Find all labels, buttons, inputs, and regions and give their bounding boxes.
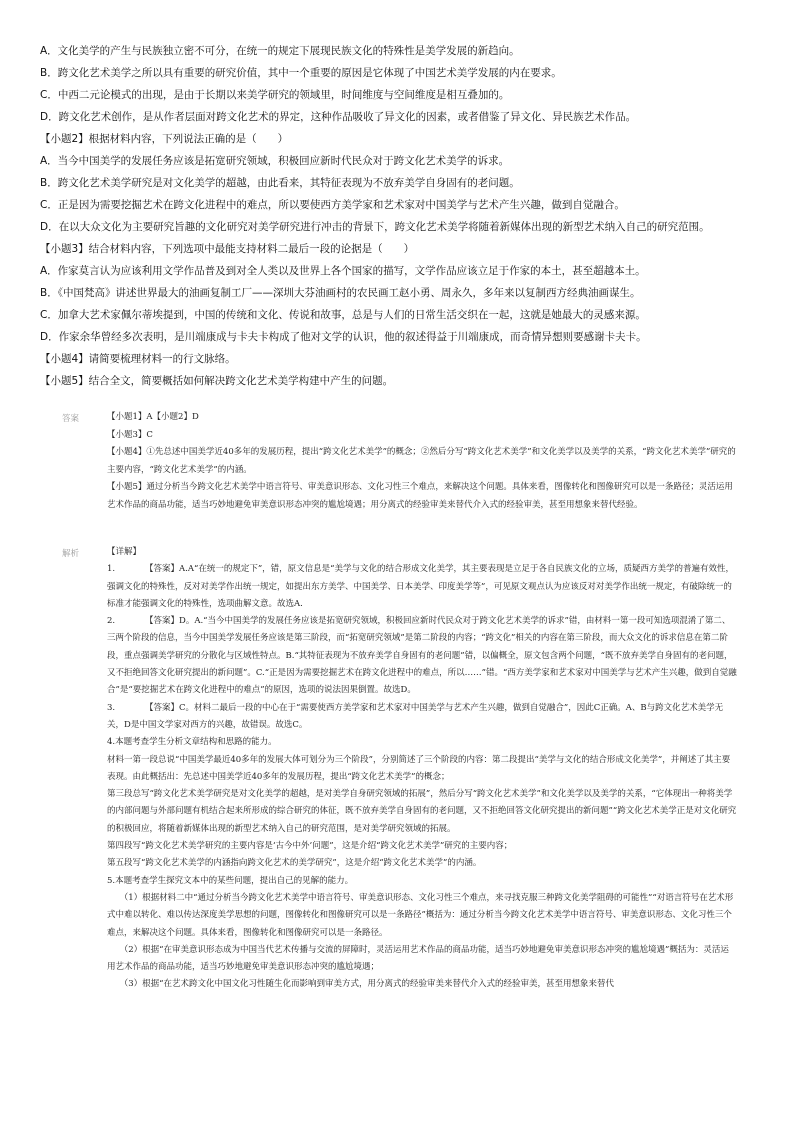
explanation-header: 【详解】 (107, 547, 142, 557)
q2-option-b: B．跨文化艺术美学研究是对文化美学的超越，由此看来，其特征表现为不放弃美学自身固有的老问题。 (40, 177, 520, 189)
item-number: 2. (107, 616, 116, 627)
p5-line: （3）根据“在艺术跨文化中国文化习性随生化而影响到审美方式，用分离式的经验审美来替代介入式的经验审美，甚至用想象来替代 (119, 979, 615, 990)
p4-line: 第三段总写“跨文化艺术美学研究是对文化美学的超越，是对美学自身研究领域的拓展”，然后分写“跨文化艺术美学”和文化美学以及美学的关系，“它体现出一种将美学的内部问题与外部问题有机结合起来所形成的综合研究的体征，既不放弃美学自身固有的老问题，又不拒绝回答文化研究提出的新问题”“跨文化艺术美学正是对文化研究的积极回应，将随着新媒体出现的新型艺术纳入自己的研究范围，是对美学研究领域的拓展。 (107, 789, 737, 834)
item-text: 【答案】A.A“在统一的规定下”，错，原文信息是“美学与文化的结合形成文化美学，其主要表现是立足于各自民族文化的立场，质疑西方美学的普遍有效性，强调文化的特殊性，反对对美学作出统一规定，如提出东方美学、中国美学、日本美学、印度美学等”，可见原文观点认为应该反对对美学作出统一规定，有破除统一的标准才能强调文化的特殊性，选项曲解文意。故选A. (107, 564, 735, 609)
question-block (40, 40, 752, 392)
item-number: 3. (107, 702, 116, 713)
answer-line: 【小题4】①先总述中国美学近40多年的发展历程，提出“跨文化艺术美学”的概念；②然后分写“跨文化艺术美学”和文化美学以及美学的关系，“跨文化艺术美学”研究的主要内容，“跨文化艺术美学”的内涵。 (107, 447, 736, 475)
p5-line: （1）根据材料二中“通过分析当今跨文化艺术美学中语言符号、审美意识形态、文化习性三个难点，来寻找克服三种跨文化美学阻碍的可能性”“对语言符号在艺术形式中难以转化、难以传达深度美学思想的问题，图像转化和图像研究可以是一条路径”概括为：通过分析当今跨文化艺术美学中语言符号、审美意识形态、文化习性三个难点，来解决这个问题。具体来看，图像转化和图像研究可以是一条路径。 (107, 892, 734, 938)
p4-line: 第五段写“跨文化艺术美学的内涵指向跨文化艺术的美学研究”，这是介绍“跨文化艺术美学”的内涵。 (107, 858, 482, 869)
p4-line: 材料一第一段总说“中国美学最近40多年的发展大体可划分为三个阶段”，分别简述了三个阶段的内容：第二段提出“美学与文化的结合形成文化美学”，并阐述了其主要表现。由此概括出：先总述中国美学近40多年的发展历程，提出“跨文化艺术美学”的概念； (107, 754, 731, 782)
answer-line: 【小题1】A【小题2】D (107, 412, 199, 422)
q2-option-a: A．当今中国美学的发展任务应该是拓宽研究领域，积极回应新时代民众对于跨文化艺术美学的诉求。 (40, 155, 510, 167)
answer-label: 答案 (62, 414, 80, 424)
answer-line: 【小题3】C (107, 429, 153, 440)
item-number: 1. (107, 564, 116, 575)
p5-title: 5.本题考查学生探究文本中的某些问题，提出自己的见解的能力。 (107, 875, 354, 886)
item-text: 【答案】C。材料二最后一段的中心在于“需要使西方美学家和艺术家对中国美学与艺术产生兴趣，做到自觉融合”，因此C正确。A、B与跨文化艺术美学无关，D是中国文学家对西方的兴趣，故错误。故选C。 (107, 702, 724, 730)
q3-option-c: C．加拿大艺术家佩尔蒂埃提到，中国的传统和文化、传说和故事，总是与人们的日常生活交织在一起，这就是她最大的灵感来源。 (40, 309, 646, 321)
explanation-label: 解析 (62, 549, 80, 559)
q1-option-d: D．跨文化艺术创作，是从作者层面对跨文化艺术的界定，这种作品吸收了异文化的因素，或者借鉴了异文化、异民族艺术作品。 (40, 111, 637, 123)
p4-line: 第四段写“跨文化艺术美学研究的主要内容是‘古今中外’问题”，这是介绍“跨文化艺术美学”研究的主要内容； (107, 841, 513, 852)
q3-option-b: B．《中国梵高》讲述世界最大的油画复制工厂——深圳大芬油画村的农民画工赵小勇、周永久，多年来以复制西方经典油画谋生。 (40, 287, 641, 299)
p5-line: （2）根据“在审美意识形态成为中国当代艺术传播与交流的屏障时，灵活运用艺术作品的商品功能，适当巧妙地避免审美意识形态冲突的尴尬境遇”概括为：灵活运用艺术作品的商品功能，适当巧妙地避免审美意识形态冲突的尴尬境遇； (107, 944, 729, 973)
q4-stem: 【小题4】请简要梳理材料一的行文脉络。 (40, 353, 236, 365)
q2-option-c: C．正是因为需要挖掘艺术在跨文化进程中的难点，所以要使西方美学家和艺术家对中国美学与艺术产生兴趣，做到自觉融合。 (40, 199, 625, 211)
answer-line: 【小题5】通过分析当今跨文化艺术美学中语言符号、审美意识形态、文化习性三个难点，来解决这个问题。具体来看，图像转化和图像研究可以是一条路径；灵活运用艺术作品的商品功能，适当巧妙地避免审美意识形态冲突的尴尬境遇；用分离式的经验审美来替代介入式的经验审美，甚至用想象来替代经验。 (107, 482, 733, 510)
q3-option-d: D．作家余华曾经多次表明，是川端康成与卡夫卡构成了他对文学的认识，他的叙述得益于川端康成，而奇情异想则要感谢卡夫卡。 (40, 331, 647, 343)
q3-stem: 【小题3】结合材料内容，下列选项中最能支持材料二最后一段的论据是（ ） (40, 243, 415, 255)
q1-option-c: C．中西二元论模式的出现，是由于长期以来美学研究的领域里，时间维度与空间维度是相互叠加的。 (40, 89, 510, 101)
answer-block (107, 409, 737, 514)
q1-option-b: B．跨文化艺术美学之所以具有重要的研究价值，其中一个重要的原因是它体现了中国艺术美学发展的内在要求。 (40, 67, 562, 79)
q1-option-a: A．文化美学的产生与民族独立密不可分，在统一的规定下展现民族文化的特殊性是美学发展的新趋向。 (40, 45, 520, 57)
p4-title: 4.本题考查学生分析文章结构和思路的能力。 (107, 737, 277, 748)
q2-stem: 【小题2】根据材料内容，下列说法正确的是（ ） (40, 133, 289, 145)
item-text: 【答案】D。A.“当今中国美学的发展任务应该是拓宽研究领域，积极回应新时代民众对于跨文化艺术美学的诉求”错，由材料一第一段可知选项混淆了第二、三两个阶段的信息，当今中国美学发展任务应该是第三阶段，而“拓宽研究领域”是第二阶段的内容；“跨文化”相关的内容在第三阶段，而大众文化的诉求信息在第二阶段，重点强调美学研究的分散化与区域性特点。B.“其特征表现为不放弃美学自身固有的老问题”错，以偏概全，原文包含两个问题，“既不放弃美学自身固有的老问题，又不拒绝回答文化研究提出的新问题”。C.“正是因为需要挖掘艺术在跨文化进程中的难点，所以……”错。“西方美学家和艺术家对中国美学与艺术产生兴趣，做到自觉融合”是“要挖掘艺术在跨文化进程中的难点”的原因，选项的说法因果倒置。故选D。 (107, 616, 737, 696)
explanation-item-2 (107, 613, 737, 699)
q3-option-a: A．作家莫言认为应该利用文学作品普及到对全人类以及世界上各个国家的描写，文学作品应该立足于作家的本土，甚至超越本土。 (40, 265, 646, 277)
explanation-item-1 (107, 561, 737, 613)
q2-option-d: D．在以大众文化为主要研究旨趣的文化研究对美学研究进行冲击的背景下，跨文化艺术美学将随着新媒体出现的新型艺术纳入自己的研究范围。 (40, 221, 710, 233)
explanation-block (107, 544, 737, 994)
explanation-item-3 (107, 700, 737, 735)
q5-stem: 【小题5】结合全文，简要概括如何解决跨文化艺术美学构建中产生的问题。 (40, 375, 394, 387)
